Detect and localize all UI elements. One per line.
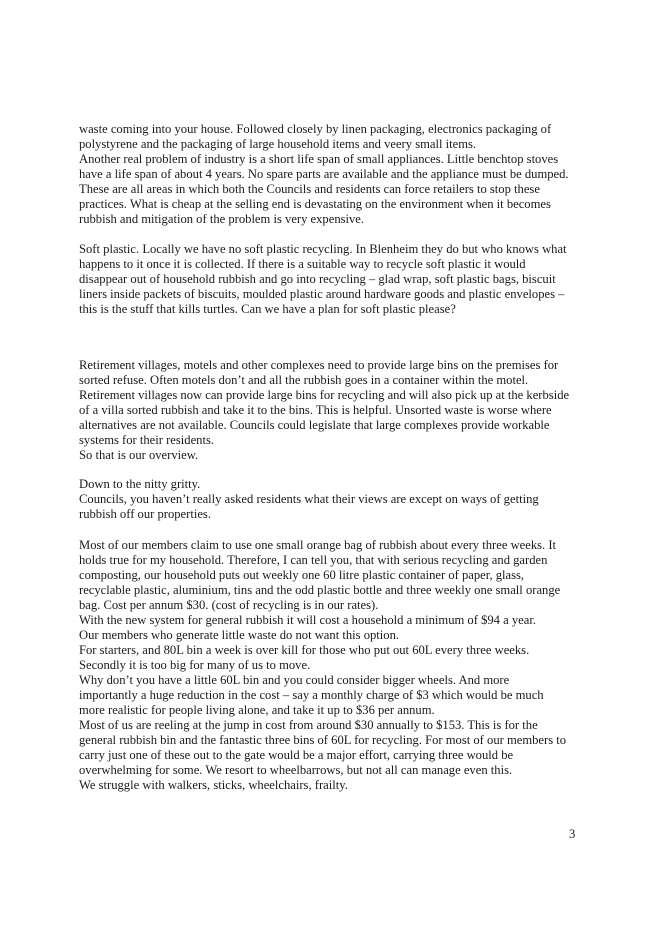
text-line: happens to it once it is collected. If there is a suitable way to recycle soft plastic it would: [79, 257, 526, 271]
text-line: liners inside packets of biscuits, moulded plastic around hardware goods and plastic envelopes –: [79, 287, 565, 301]
text-line: alternatives are not available. Councils could legislate that large complexes provide workable: [79, 418, 550, 432]
text-line: rubbish off our properties.: [79, 507, 211, 521]
text-line: systems for their residents.: [79, 433, 215, 447]
text-line: polystyrene and the packaging of large household items and veery small items.: [79, 137, 477, 151]
text-line: Secondly it is too big for many of us to move.: [79, 658, 311, 672]
text-line: Councils, you haven’t really asked residents what their views are except on ways of getting: [79, 492, 539, 506]
text-line: recyclable plastic, aluminium, tins and the odd plastic bottle and three weekly one small orange: [79, 583, 561, 597]
text-line: Soft plastic. Locally we have no soft plastic recycling. In Blenheim they do but who knows what: [79, 242, 567, 256]
text-line: These are all areas in which both the Councils and residents can force retailers to stop these: [79, 182, 540, 196]
text-line: practices. What is cheap at the selling end is devastating on the environment when it becomes: [79, 197, 551, 211]
page-number: 3: [569, 827, 576, 841]
text-line: overwhelming for some. We resort to wheelbarrows, but not all can manage even this.: [79, 763, 513, 777]
text-line: waste coming into your house. Followed closely by linen packaging, electronics packaging of: [79, 122, 552, 136]
text-line: Most of our members claim to use one small orange bag of rubbish about every three weeks. It: [79, 538, 557, 552]
text-line: We struggle with walkers, sticks, wheelchairs, frailty.: [79, 778, 348, 792]
text-line: bag. Cost per annum $30. (cost of recycling is in our rates).: [79, 598, 379, 612]
text-line: Our members who generate little waste do not want this option.: [79, 628, 400, 642]
text-line: importantly a huge reduction in the cost – say a monthly charge of $3 which would be much: [79, 688, 544, 702]
text-line: carry just one of these out to the gate would be a major effort, carrying three would be: [79, 748, 514, 762]
text-line: With the new system for general rubbish it will cost a household a minimum of $94 a year.: [79, 613, 536, 627]
text-line: this is the stuff that kills turtles. Can we have a plan for soft plastic please?: [79, 302, 456, 316]
text-line: composting, our household puts out weekly one 60 litre plastic container of paper, glass,: [79, 568, 525, 582]
text-line: Why don’t you have a little 60L bin and you could consider bigger wheels. And more: [79, 673, 510, 687]
text-line: Retirement villages now can provide large bins for recycling and will also pick up at the kerbside: [79, 388, 570, 402]
text-line: For starters, and 80L bin a week is over kill for those who put out 60L every three weeks.: [79, 643, 530, 657]
text-line: sorted refuse. Often motels don’t and all the rubbish goes in a container within the motel.: [79, 373, 529, 387]
text-line: Down to the nitty gritty.: [79, 477, 201, 491]
text-line: Another real problem of industry is a short life span of small appliances. Little benchtop stoves: [79, 152, 559, 166]
text-line: rubbish and mitigation of the problem is very expensive.: [79, 212, 365, 226]
text-line: general rubbish bin and the fantastic three bins of 60L for recycling. For most of our members to: [79, 733, 567, 747]
text-line: have a life span of about 4 years. No spare parts are available and the appliance must be dumped.: [79, 167, 569, 181]
text-line: Most of us are reeling at the jump in cost from around $30 annually to $153. This is for the: [79, 718, 538, 732]
text-line: So that is our overview.: [79, 448, 199, 462]
text-line: more realistic for people living alone, and take it up to $36 per annum.: [79, 703, 435, 717]
text-line: of a villa sorted rubbish and take it to the bins. This is helpful. Unsorted waste is worse where: [79, 403, 552, 417]
text-line: Retirement villages, motels and other complexes need to provide large bins on the premises for: [79, 358, 559, 372]
text-line: holds true for my household. Therefore, I can tell you, that with serious recycling and garden: [79, 553, 548, 567]
text-line: disappear out of household rubbish and go into recycling – glad wrap, soft plastic bags, biscuit: [79, 272, 556, 286]
